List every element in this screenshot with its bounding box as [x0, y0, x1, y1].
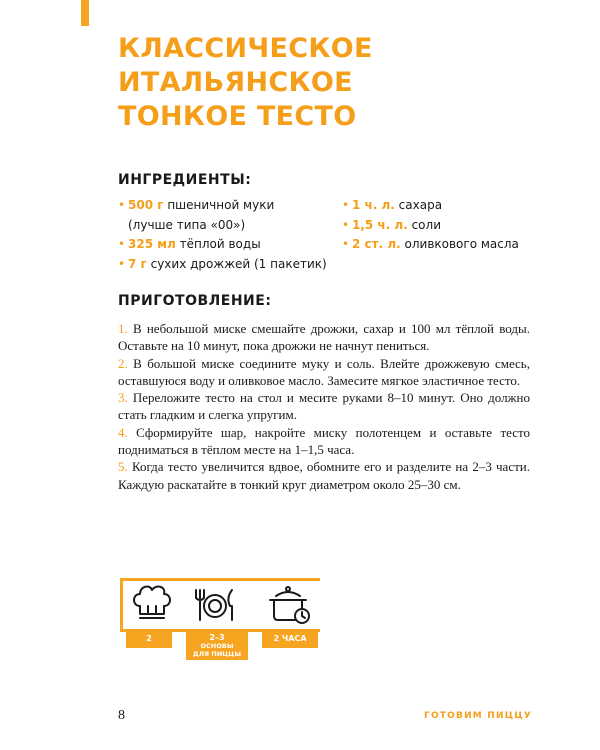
ingredient-text: тёплой воды: [175, 237, 261, 251]
ingredient-item: [118, 255, 328, 275]
step-item: [118, 424, 530, 459]
ingredient-qty: 2 ст. л.: [352, 237, 401, 251]
servings-badge: [186, 630, 248, 660]
step-text: Переложите тесто на стол и месите руками 8–10 минут. Оно должно стать гладким и слегка упругим.: [118, 390, 530, 423]
step-text: Когда тесто увеличится вдвое, обомните его и разделите на 2–3 части. Каждую раскатайте в тонкий круг диаметром около 25–30 см.: [118, 459, 530, 492]
ingredient-qty: 325 мл: [128, 237, 176, 251]
difficulty-badge: 2: [126, 630, 172, 648]
ingredients-list-right: [342, 196, 532, 255]
step-number: 5.: [118, 459, 128, 475]
ingredient-qty: 500 г: [128, 198, 164, 212]
ingredient-item: [118, 196, 328, 235]
step-number: 3.: [118, 390, 128, 406]
recipe-title: [118, 32, 373, 134]
step-number: 4.: [118, 424, 128, 440]
title-line-3: ТОНКОЕ ТЕСТО: [118, 101, 357, 132]
ingredient-item: [118, 235, 328, 255]
ingredient-qty: 7 г: [128, 256, 147, 271]
ingredients-list-left: [118, 196, 328, 274]
servings-label-1: ОСНОВЫ: [200, 642, 234, 650]
running-head: ГОТОВИМ ПИЦЦУ: [424, 711, 532, 721]
ingredient-text: соли: [407, 217, 441, 232]
step-number: 1.: [118, 321, 128, 336]
pot-timer-icon: [264, 582, 314, 626]
ingredient-text: пшеничной муки: [163, 198, 275, 212]
preparation-heading: ПРИГОТОВЛЕНИЕ:: [118, 293, 272, 309]
step-text: В небольшой миске смешайте дрожжи, сахар и 100 мл тёплой воды. Оставьте на 10 минут, пока дрожжи не начнут пениться.: [118, 321, 530, 354]
ingredient-text: сахара: [394, 198, 443, 212]
step-text: В большой миске соедините муку и соль. Влейте дрожжевую смесь, оставшуюся воду и оливковое масло. Замесите мягкое эластичное тесто.: [118, 355, 530, 388]
step-item: [118, 389, 530, 424]
servings-label-2: ДЛЯ ПИЦЦЫ: [192, 650, 242, 658]
ingredient-note: (лучше типа «00»): [128, 217, 246, 232]
preparation-steps: [118, 320, 530, 493]
ingredient-qty: 1,5 ч. л.: [352, 217, 408, 232]
plate-cutlery-icon: [190, 582, 240, 626]
time-badge: 2 ЧАСА: [262, 630, 318, 648]
step-item: [118, 458, 530, 493]
servings-value: 2–3: [209, 633, 225, 642]
ingredient-qty: 1 ч. л.: [352, 198, 395, 212]
step-number: 2.: [118, 355, 128, 371]
ingredient-text: оливкового масла: [400, 237, 519, 251]
page-number: 8: [118, 708, 125, 723]
step-text: Сформируйте шар, накройте миску полотенцем и оставьте тесто подниматься в тёплом месте на 1–1,5 часа.: [118, 424, 530, 458]
step-item: [118, 355, 530, 390]
title-line-2: ИТАЛЬЯНСКОЕ: [118, 67, 353, 98]
title-line-1: КЛАССИЧЕСКОЕ: [118, 33, 373, 64]
ingredient-item: [342, 216, 532, 236]
chef-hat-icon: [126, 582, 176, 626]
ingredient-text: сухих дрожжей (1 пакетик): [146, 256, 327, 271]
ingredient-item: [342, 235, 532, 255]
top-accent-bar: [81, 0, 89, 26]
ingredients-heading: ИНГРЕДИЕНТЫ:: [118, 172, 252, 188]
step-item: [118, 320, 530, 355]
ingredient-item: [342, 196, 532, 216]
